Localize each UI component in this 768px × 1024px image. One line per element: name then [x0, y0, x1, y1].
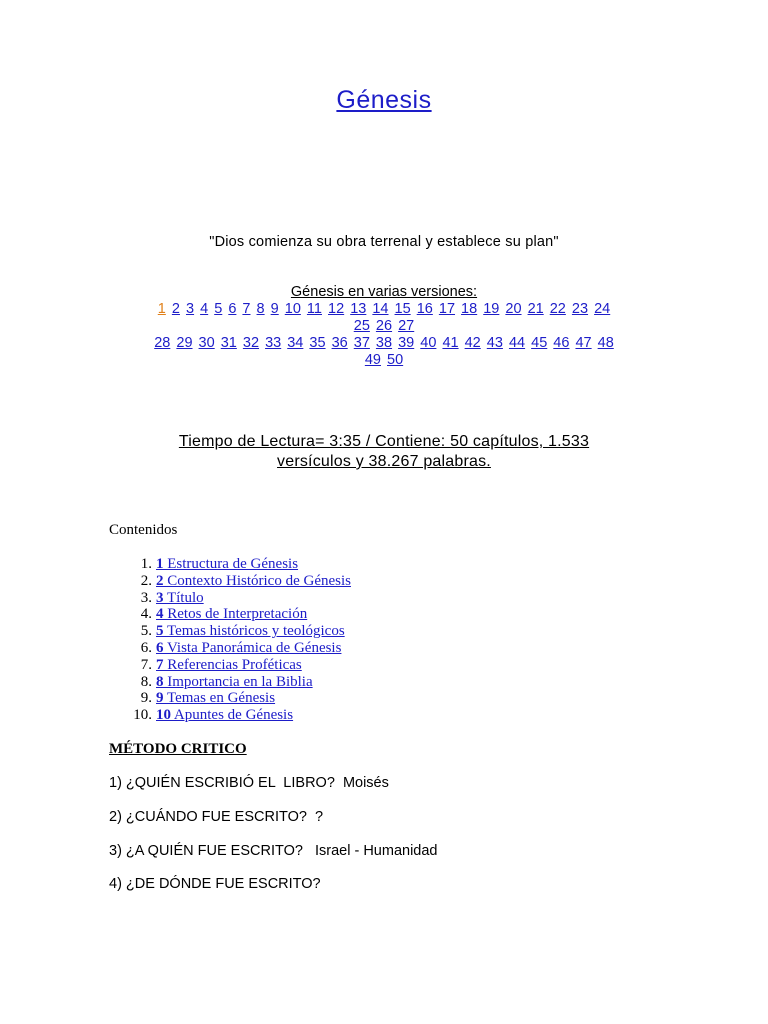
- chapter-link[interactable]: 48: [597, 335, 614, 351]
- chapter-link[interactable]: 20: [505, 301, 522, 317]
- toc-item-number: 4.: [140, 606, 152, 623]
- chapter-link[interactable]: 3: [185, 301, 195, 317]
- toc-item: [109, 556, 351, 573]
- toc-item-section-number: 10: [156, 707, 171, 724]
- chapter-link[interactable]: 23: [571, 301, 589, 317]
- toc-item-number: 1.: [140, 556, 152, 572]
- page-title: [0, 86, 768, 115]
- chapter-link[interactable]: 27: [398, 318, 415, 334]
- chapter-link[interactable]: 22: [549, 301, 566, 317]
- chapter-link[interactable]: 6: [228, 301, 237, 317]
- toc-item-number: 5.: [140, 623, 152, 640]
- chapter-link[interactable]: 38: [375, 335, 393, 351]
- subtitle-quote: "Dios comienza su obra terrenal y establece su plan": [209, 234, 559, 250]
- toc-item-section-number: 7: [156, 656, 164, 673]
- toc-item-label: Título: [163, 589, 204, 606]
- question-who-wrote: 1) ¿QUIÉN ESCRIBIÓ EL LIBRO? Moisés: [109, 775, 389, 791]
- chapter-link[interactable]: 37: [353, 335, 370, 351]
- reading-time-line-1: Tiempo de Lectura= 3:35 / Contiene: 50 capítulos, 1.533: [178, 433, 590, 450]
- chapter-link[interactable]: 43: [486, 335, 503, 351]
- chapter-link[interactable]: 10: [284, 301, 301, 317]
- toc-item-section-number: 5: [156, 623, 164, 640]
- chapter-link[interactable]: 8: [256, 301, 265, 317]
- toc-item-link[interactable]: [156, 640, 341, 656]
- chapter-link[interactable]: 47: [575, 335, 592, 351]
- question-when-written: 2) ¿CUÁNDO FUE ESCRITO? ?: [109, 809, 324, 825]
- toc-item-link[interactable]: [156, 674, 313, 690]
- toc-item-number: 2.: [140, 572, 152, 589]
- toc-item-section-number: 1: [156, 556, 164, 572]
- chapter-link[interactable]: 14: [372, 301, 389, 317]
- toc-item-section-number: 4: [156, 606, 164, 623]
- chapter-line: [108, 335, 660, 352]
- contents-heading: Contenidos: [109, 522, 178, 538]
- chapter-link[interactable]: 28: [154, 335, 171, 351]
- chapter-link[interactable]: 21: [527, 301, 544, 317]
- chapter-link[interactable]: 39: [398, 335, 415, 351]
- chapter-link[interactable]: 32: [242, 335, 260, 351]
- toc-item-number: 3.: [140, 589, 152, 606]
- versions-heading: Génesis en varias versiones:: [290, 284, 478, 300]
- chapter-link[interactable]: 34: [287, 335, 304, 351]
- toc-item: [109, 690, 351, 707]
- chapter-link[interactable]: 42: [464, 335, 481, 351]
- toc-item-number: 9.: [140, 690, 152, 707]
- toc-item-link[interactable]: [156, 707, 293, 723]
- toc-item-link[interactable]: [156, 556, 298, 572]
- chapter-link[interactable]: 45: [531, 335, 548, 351]
- method-heading: MÉTODO CRITICO: [109, 741, 247, 757]
- chapter-link[interactable]: 16: [416, 301, 433, 317]
- toc-item: [109, 674, 351, 691]
- chapter-link[interactable]: 5: [214, 301, 223, 317]
- question-to-whom: 3) ¿A QUIÉN FUE ESCRITO? Israel - Humanidad: [109, 843, 438, 859]
- chapter-link[interactable]: 7: [242, 301, 251, 317]
- chapter-link[interactable]: 50: [387, 352, 404, 368]
- chapter-line: [108, 352, 660, 369]
- toc-item-number: 7.: [140, 656, 152, 673]
- toc-item-label: Estructura de Génesis: [163, 556, 299, 572]
- chapter-link[interactable]: 25: [353, 318, 370, 334]
- toc-item-link[interactable]: [156, 657, 302, 673]
- toc-item-label: Referencias Proféticas: [163, 656, 302, 673]
- toc-item-label: Apuntes de Génesis: [171, 707, 294, 724]
- toc-item-link[interactable]: [156, 690, 275, 706]
- question-from-where: 4) ¿DE DÓNDE FUE ESCRITO?: [109, 876, 321, 892]
- chapter-line: [108, 301, 660, 318]
- chapter-link[interactable]: 29: [176, 335, 193, 351]
- toc-item: [109, 606, 351, 623]
- toc-item-section-number: 9: [156, 690, 164, 707]
- toc-item: [109, 707, 351, 724]
- toc-item-link[interactable]: [156, 573, 351, 589]
- chapter-link[interactable]: 15: [394, 301, 411, 317]
- chapter-link[interactable]: 40: [420, 335, 437, 351]
- chapter-link[interactable]: 12: [328, 301, 345, 317]
- toc-item: [109, 640, 351, 657]
- chapter-link[interactable]: 31: [220, 335, 237, 351]
- toc-item-label: Contexto Histórico de Génesis: [163, 572, 351, 589]
- toc-item: [109, 573, 351, 590]
- toc-item-label: Vista Panorámica de Génesis: [163, 639, 342, 656]
- toc-item-link[interactable]: [156, 606, 307, 622]
- toc-item-label: Temas históricos y teológicos: [163, 623, 345, 640]
- chapter-link[interactable]: 41: [442, 335, 459, 351]
- toc-item-section-number: 3: [156, 589, 164, 606]
- chapter-link[interactable]: 2: [171, 301, 180, 317]
- toc-item-number: 6.: [140, 639, 152, 656]
- toc-item: [109, 657, 351, 674]
- toc-item-link[interactable]: [156, 590, 204, 606]
- toc-item-section-number: 2: [156, 572, 164, 589]
- chapter-link[interactable]: 49: [364, 352, 381, 368]
- chapter-link[interactable]: 30: [198, 335, 215, 351]
- table-of-contents: [109, 556, 351, 724]
- reading-time: [140, 432, 628, 472]
- toc-item-number: 10.: [133, 707, 152, 724]
- title-link[interactable]: Génesis: [336, 86, 432, 114]
- reading-time-line-2: versículos y 38.267 palabras.: [277, 453, 491, 470]
- toc-item-label: Importancia en la Biblia: [163, 673, 313, 690]
- chapter-links: [108, 301, 660, 369]
- chapter-link[interactable]: 9: [270, 301, 279, 317]
- toc-item-section-number: 8: [156, 673, 164, 690]
- toc-item: [109, 623, 351, 640]
- chapter-link[interactable]: 11: [306, 301, 322, 317]
- toc-item-label: Retos de Interpretación: [163, 606, 308, 623]
- chapter-link[interactable]: 26: [375, 318, 393, 334]
- chapter-link[interactable]: 4: [200, 301, 209, 317]
- chapter-link[interactable]: 18: [461, 301, 478, 317]
- chapter-link[interactable]: 33: [265, 335, 282, 351]
- toc-item-label: Temas en Génesis: [163, 690, 276, 707]
- chapter-link[interactable]: 35: [309, 335, 326, 351]
- toc-item-section-number: 6: [156, 639, 164, 656]
- chapter-link[interactable]: 13: [350, 301, 367, 317]
- chapter-link[interactable]: 1: [157, 301, 166, 317]
- chapter-link[interactable]: 36: [331, 335, 348, 351]
- chapter-link[interactable]: 46: [553, 335, 570, 351]
- chapter-link[interactable]: 17: [438, 301, 456, 317]
- toc-item-link[interactable]: [156, 623, 345, 639]
- chapter-link[interactable]: 24: [594, 301, 611, 317]
- chapter-line: [108, 318, 660, 335]
- chapter-link[interactable]: 44: [508, 335, 526, 351]
- versions-block: [108, 284, 660, 369]
- toc-item: [109, 590, 351, 607]
- chapter-link[interactable]: 19: [483, 301, 500, 317]
- toc-item-number: 8.: [140, 673, 152, 690]
